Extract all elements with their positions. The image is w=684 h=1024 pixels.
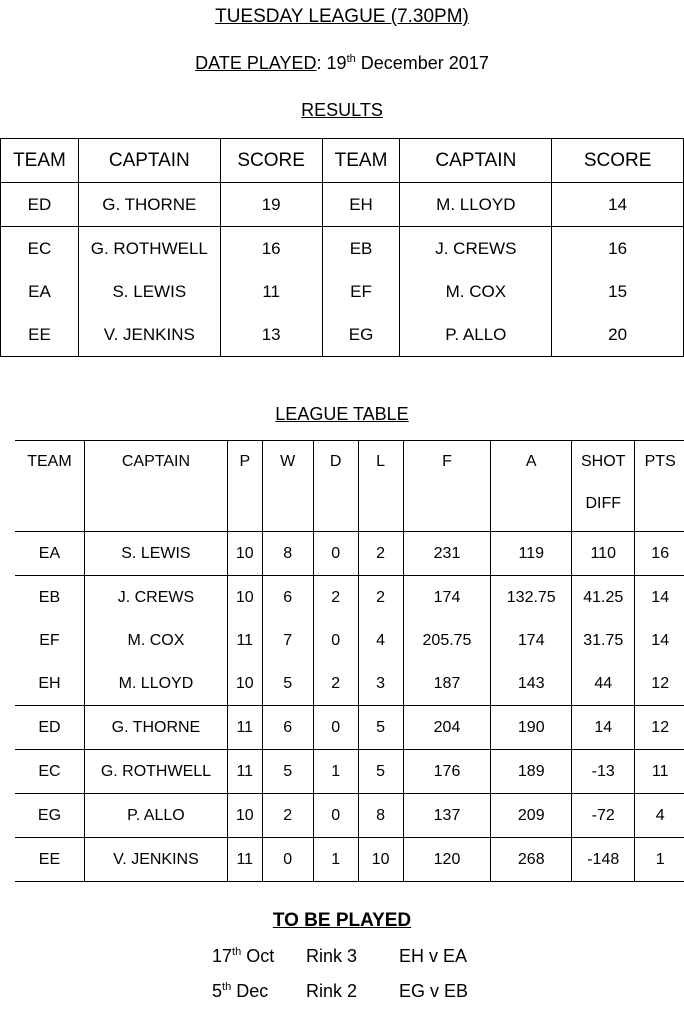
cell: 31.75	[572, 619, 635, 662]
cell: 11	[227, 838, 262, 882]
results-header-cell: SCORE	[552, 139, 684, 183]
results-header-cell: SCORE	[220, 139, 322, 183]
cell: 5	[358, 706, 403, 750]
cell: 5	[262, 750, 313, 794]
cell: 15	[552, 270, 684, 313]
cell: EF	[39, 631, 60, 649]
cell: 10	[227, 662, 262, 706]
date-played: DATE PLAYED: 19th December 2017	[195, 53, 489, 73]
cell: 132.75	[491, 576, 572, 620]
cell: 174	[491, 619, 572, 662]
cell: 120	[403, 838, 491, 882]
header-w: W	[280, 453, 296, 470]
fixture-suffix: th	[232, 946, 242, 958]
league-header-cell	[313, 441, 358, 532]
league-heading: LEAGUE TABLE	[275, 404, 409, 424]
cell: V. JENKINS	[78, 313, 220, 357]
cell: 12	[635, 706, 684, 750]
cell: 119	[491, 532, 572, 576]
cell: 190	[491, 706, 572, 750]
cell: 5	[358, 750, 403, 794]
cell: M. COX	[84, 619, 227, 662]
header-team: TEAM	[27, 453, 72, 470]
table-row	[15, 662, 684, 706]
cell: EG	[15, 794, 84, 838]
table-row	[15, 794, 684, 838]
cell: -148	[572, 838, 635, 882]
fixture-date	[212, 946, 274, 967]
cell: 143	[491, 662, 572, 706]
cell: 0	[313, 794, 358, 838]
cell: EA	[28, 281, 51, 301]
cell: EC	[27, 238, 52, 258]
fixture-rink: Rink 2	[306, 981, 358, 1001]
cell: 2	[358, 576, 403, 620]
cell: G. ROTHWELL	[84, 750, 227, 794]
date-rest: December 2017	[355, 53, 489, 73]
cell: G. ROTHWELL	[78, 227, 220, 271]
cell: 1	[635, 838, 684, 882]
cell: 189	[491, 750, 572, 794]
cell: 137	[403, 794, 491, 838]
table-row	[1, 313, 684, 357]
header-d: D	[329, 453, 342, 470]
cell: 10	[227, 532, 262, 576]
cell: -72	[572, 794, 635, 838]
cell: 2	[313, 662, 358, 706]
cell: 4	[358, 619, 403, 662]
cell: G. THORNE	[78, 183, 220, 227]
cell: J. CREWS	[400, 227, 552, 271]
cell: 11	[227, 750, 262, 794]
fixture-date	[212, 981, 268, 1002]
cell: 14	[635, 576, 684, 620]
date-day: 19	[326, 53, 347, 73]
cell: 187	[403, 662, 491, 706]
cell: -13	[572, 750, 635, 794]
cell: 14	[552, 183, 684, 227]
cell: 20	[552, 313, 684, 357]
cell: 14	[635, 619, 684, 662]
header-pts: PTS	[644, 453, 676, 470]
league-header-row	[15, 441, 684, 532]
cell: 11	[227, 619, 262, 662]
cell: 205.75	[403, 619, 491, 662]
cell: 8	[358, 794, 403, 838]
league-table	[15, 440, 684, 882]
results-header-row	[1, 139, 684, 183]
table-row	[1, 183, 684, 227]
cell: EF	[322, 270, 400, 313]
cell: 10	[227, 576, 262, 620]
cell: 6	[262, 706, 313, 750]
cell: 10	[227, 794, 262, 838]
cell: M. LLOYD	[84, 662, 227, 706]
cell: EH	[15, 662, 84, 706]
cell: 11	[635, 750, 684, 794]
fixture-match: EG v EB	[399, 981, 469, 1001]
cell: 2	[358, 532, 403, 576]
cell: 11	[227, 706, 262, 750]
cell: EB	[322, 227, 400, 271]
cell: S. LEWIS	[78, 270, 220, 313]
fixture-day: 5	[212, 981, 223, 1001]
cell: 3	[358, 662, 403, 706]
header-p: P	[239, 453, 251, 470]
cell: 11	[220, 270, 322, 313]
fixture-month: Oct	[241, 946, 275, 966]
league-header-cell	[491, 441, 572, 532]
cell: EC	[15, 750, 84, 794]
cell: 176	[403, 750, 491, 794]
cell: EA	[15, 532, 84, 576]
page-title: TUESDAY LEAGUE (7.30PM)	[215, 6, 469, 27]
table-row	[15, 576, 684, 620]
header-l: L	[376, 453, 386, 470]
header-captain: CAPTAIN	[121, 453, 190, 470]
cell: J. CREWS	[84, 576, 227, 620]
cell: S. LEWIS	[84, 532, 227, 576]
cell: G. THORNE	[84, 706, 227, 750]
cell: 19	[220, 183, 322, 227]
cell: 16	[635, 532, 684, 576]
league-header-cell	[403, 441, 491, 532]
table-row	[15, 750, 684, 794]
cell: 0	[262, 838, 313, 882]
header-a: A	[525, 453, 537, 470]
header-shot: SHOT	[581, 453, 626, 470]
league-header-cell	[84, 441, 227, 532]
fixture-rink: Rink 3	[306, 946, 358, 966]
cell: V. JENKINS	[84, 838, 227, 882]
cell: ED	[15, 706, 84, 750]
league-header-cell	[358, 441, 403, 532]
cell: ED	[1, 183, 79, 227]
cell: 0	[313, 706, 358, 750]
cell: 2	[262, 794, 313, 838]
cell: 6	[262, 576, 313, 620]
date-suffix: th	[346, 53, 356, 65]
cell: 14	[572, 706, 635, 750]
results-header-cell: CAPTAIN	[400, 139, 552, 183]
results-table	[0, 138, 684, 357]
cell: 1	[313, 838, 358, 882]
fixture-suffix: th	[222, 981, 232, 993]
cell: 268	[491, 838, 572, 882]
cell: 209	[491, 794, 572, 838]
cell: 204	[403, 706, 491, 750]
cell: 4	[635, 794, 684, 838]
date-label: DATE PLAYED	[195, 53, 317, 73]
cell: 1	[313, 750, 358, 794]
table-row	[15, 838, 684, 882]
table-row	[1, 227, 684, 271]
cell: 231	[403, 532, 491, 576]
cell: EE	[15, 838, 84, 882]
table-row	[15, 619, 684, 662]
cell: EH	[322, 183, 400, 227]
cell: P. ALLO	[84, 794, 227, 838]
cell: 7	[262, 619, 313, 662]
cell: M. LLOYD	[400, 183, 552, 227]
league-header-cell	[15, 441, 84, 532]
cell: 41.25	[572, 576, 635, 620]
results-heading: RESULTS	[301, 100, 383, 120]
table-row	[15, 532, 684, 576]
cell: 8	[262, 532, 313, 576]
cell: EE	[28, 324, 51, 344]
table-row	[1, 270, 684, 313]
cell: 0	[313, 619, 358, 662]
cell: 44	[572, 662, 635, 706]
cell: 12	[635, 662, 684, 706]
header-f: F	[442, 453, 452, 470]
results-header-cell: TEAM	[322, 139, 400, 183]
cell: M. COX	[400, 270, 552, 313]
fixture-month: Dec	[231, 981, 269, 1001]
league-header-cell	[635, 441, 684, 532]
cell: EB	[38, 588, 61, 606]
fixture-match: EH v EA	[399, 946, 468, 966]
league-header-cell	[572, 441, 635, 532]
cell: 16	[220, 227, 322, 271]
league-header-cell	[227, 441, 262, 532]
cell: 16	[552, 227, 684, 271]
fixture-day: 17	[212, 946, 233, 966]
cell: 10	[358, 838, 403, 882]
results-header-cell: TEAM	[1, 139, 79, 183]
table-row	[15, 706, 684, 750]
cell: EG	[322, 313, 400, 357]
results-header-cell: CAPTAIN	[78, 139, 220, 183]
cell: 0	[313, 532, 358, 576]
cell: P. ALLO	[400, 313, 552, 357]
cell: 174	[403, 576, 491, 620]
cell: 5	[262, 662, 313, 706]
to-be-played-heading: TO BE PLAYED	[272, 910, 412, 931]
header-diff: DIFF	[585, 495, 621, 512]
cell: 13	[220, 313, 322, 357]
cell: 110	[572, 532, 635, 576]
league-header-cell	[262, 441, 313, 532]
cell: 2	[313, 576, 358, 620]
